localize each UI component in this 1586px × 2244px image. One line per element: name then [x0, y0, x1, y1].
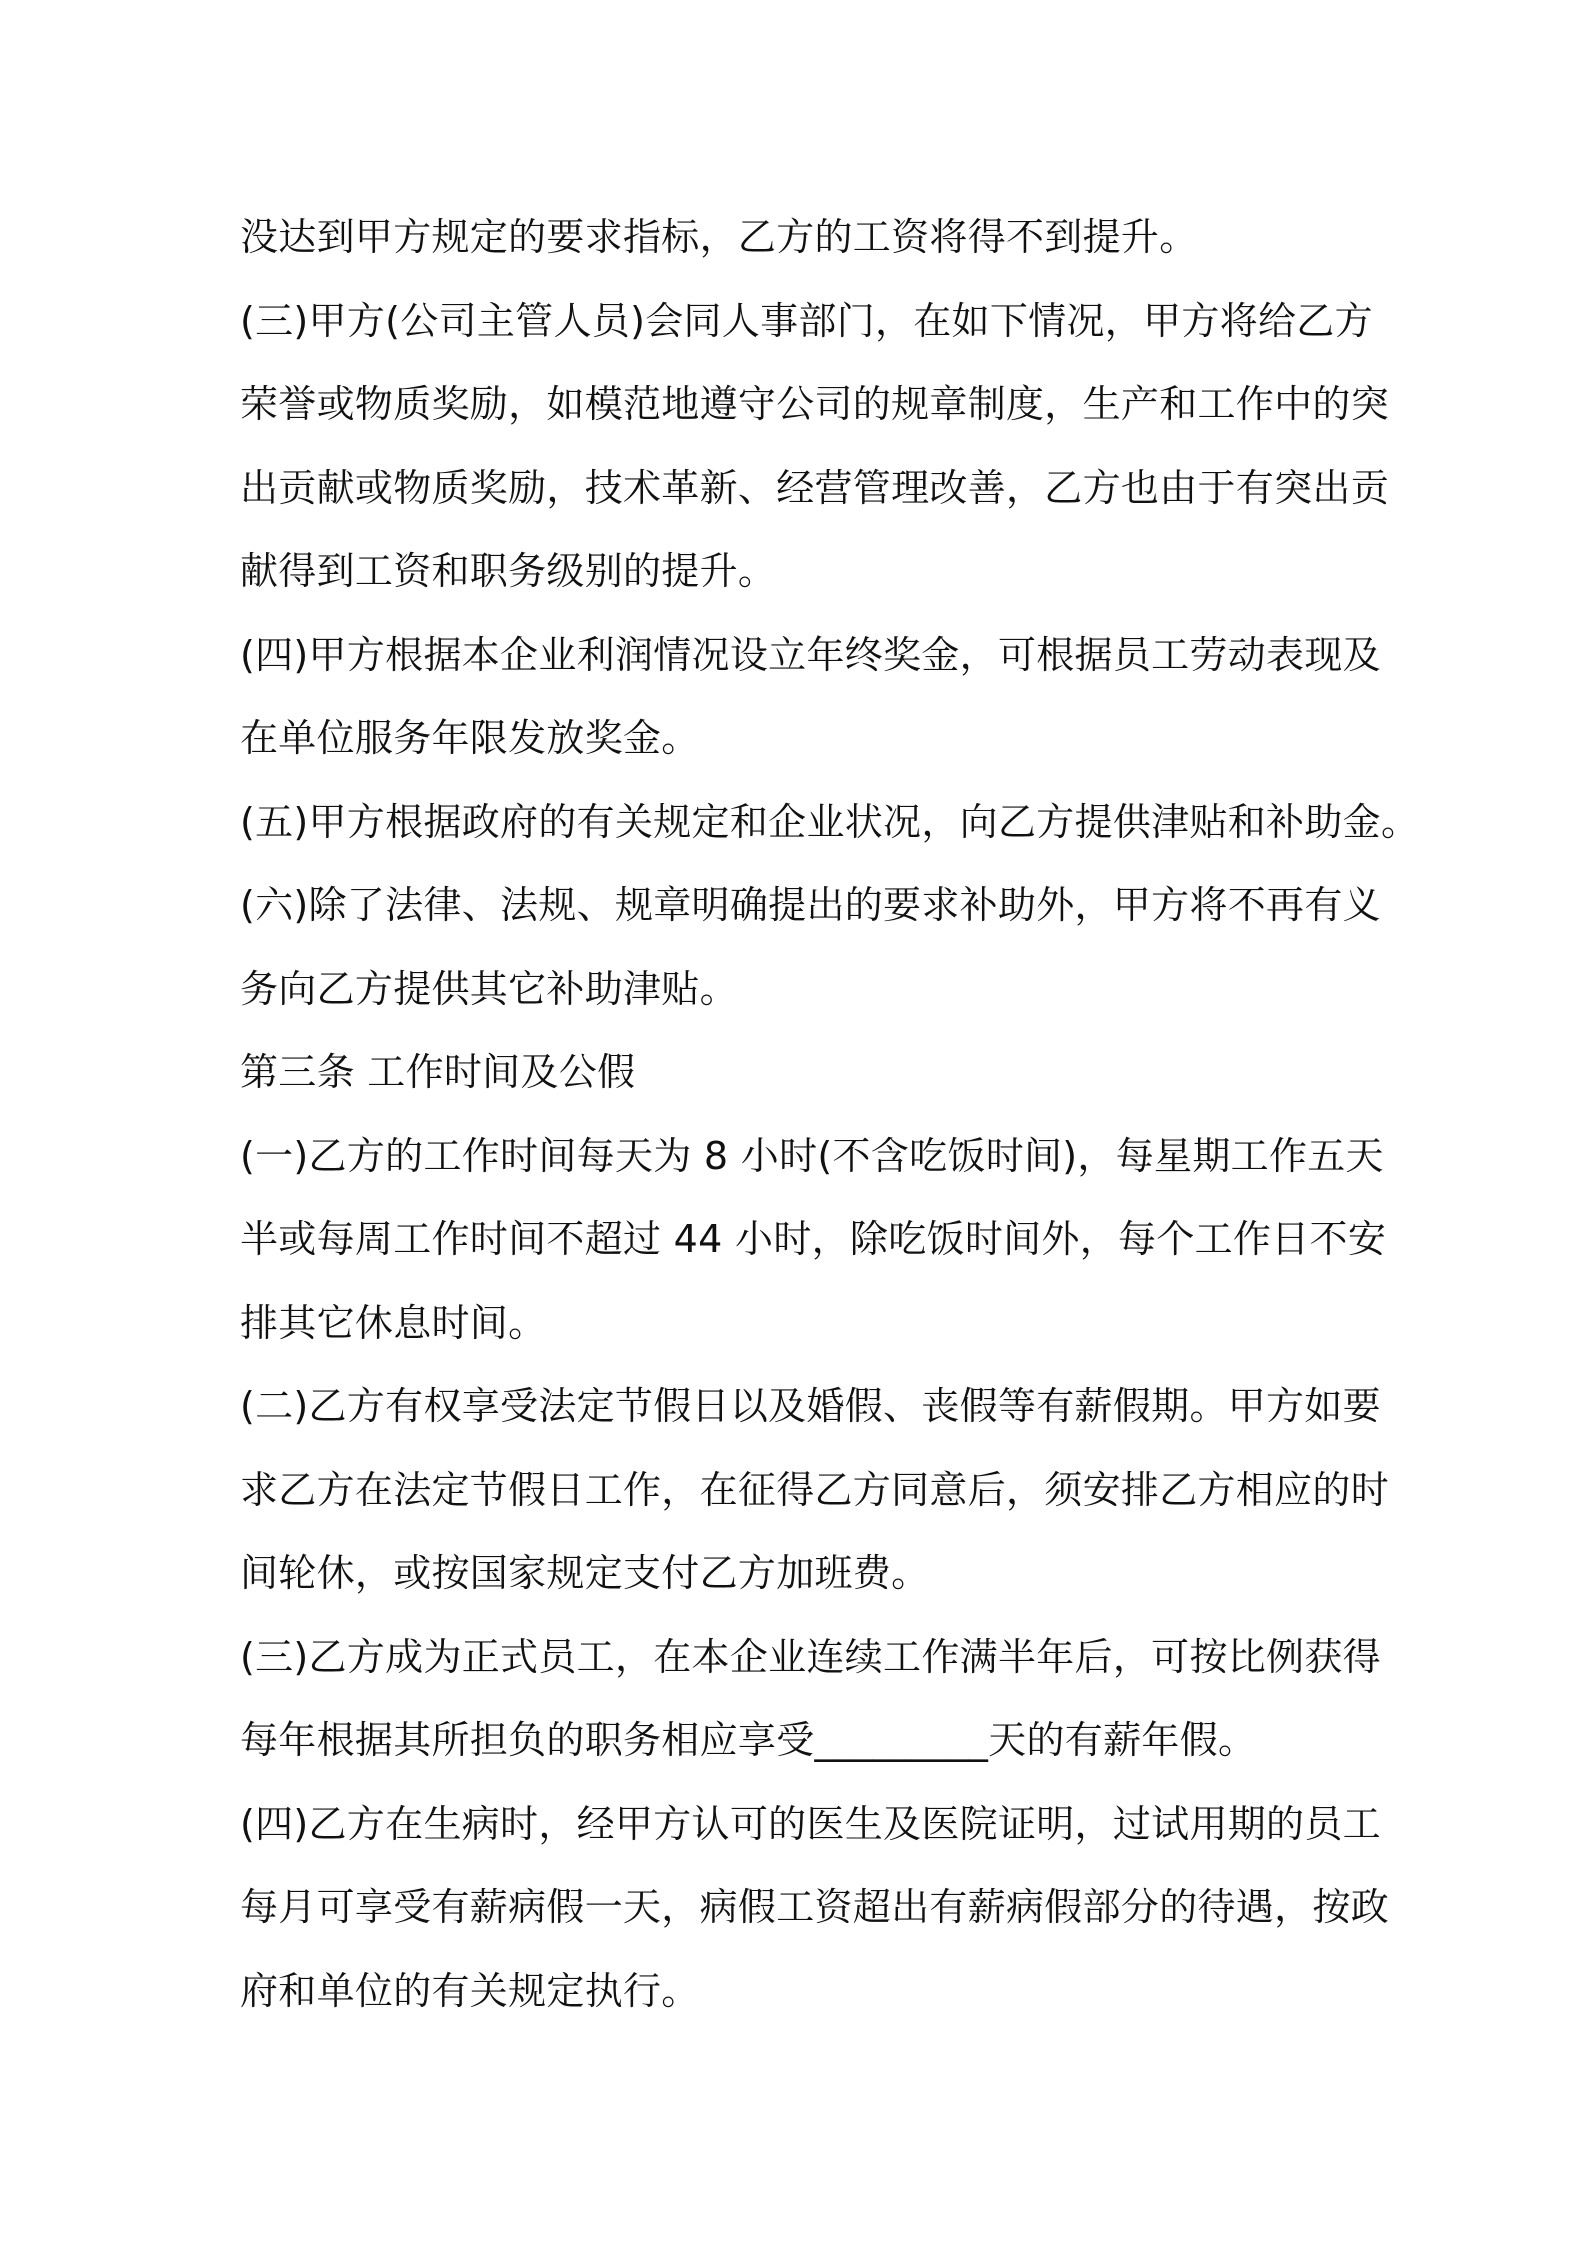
text-line: (二)乙方有权享受法定节假日以及婚假、丧假等有薪假期。甲方如要	[240, 1384, 1381, 1428]
text-line: 务向乙方提供其它补助津贴。	[240, 966, 738, 1011]
text-line: 荣誉或物质奖励，如模范地遵守公司的规章制度，生产和工作中的突	[240, 382, 1390, 426]
text-line: 每月可享受有薪病假一天，病假工资超出有薪病假部分的待遇，按政	[240, 1885, 1390, 1929]
text-line: (三)乙方成为正式员工，在本企业连续工作满半年后，可按比例获得	[240, 1634, 1381, 1679]
text-line: (四)甲方根据本企业利润情况设立年终奖金，可根据员工劳动表现及	[240, 632, 1381, 677]
text-line: (一)乙方的工作时间每天为 8 小时(不含吃饭时间)，每星期工作五天	[240, 1133, 1384, 1178]
text-line: 求乙方在法定节假日工作，在征得乙方同意后，须安排乙方相应的时	[240, 1467, 1390, 1512]
text-line: (三)甲方(公司主管人员)会同人事部门，在如下情况，甲方将给乙方	[240, 298, 1373, 343]
section-heading: 第三条 工作时间及公假	[240, 1050, 636, 1094]
text-line: 每年根据其所担负的职务相应享受_________天的有薪年假。	[240, 1718, 1257, 1762]
text-line: 间轮休，或按国家规定支付乙方加班费。	[240, 1551, 930, 1595]
text-line: 半或每周工作时间不超过 44 小时，除吃饭时间外，每个工作日不安	[240, 1217, 1387, 1261]
text-line: 没达到甲方规定的要求指标，乙方的工资将得不到提升。	[240, 215, 1198, 259]
document-body	[240, 196, 1420, 2033]
text-line: 献得到工资和职务级别的提升。	[240, 549, 777, 593]
text-line: (五)甲方根据政府的有关规定和企业状况，向乙方提供津贴和补助金。	[240, 799, 1420, 844]
text-line: 在单位服务年限发放奖金。	[240, 716, 700, 760]
text-line: (四)乙方在生病时，经甲方认可的医生及医院证明，过试用期的员工	[240, 1801, 1381, 1846]
text-line: 排其它休息时间。	[240, 1300, 547, 1345]
text-line: 府和单位的有关规定执行。	[240, 1968, 700, 2013]
text-line: (六)除了法律、法规、规章明确提出的要求补助外，甲方将不再有义	[240, 883, 1381, 927]
text-line: 出贡献或物质奖励，技术革新、经营管理改善，乙方也由于有突出贡	[240, 465, 1390, 510]
